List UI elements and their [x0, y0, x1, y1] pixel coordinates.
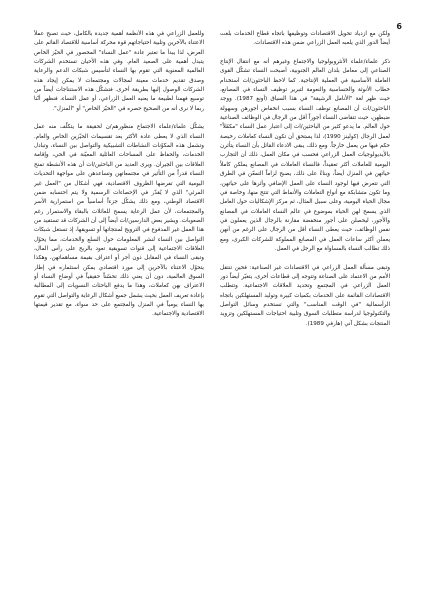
left-column [34, 30, 204, 570]
right-column-paragraph-3: وتبقى مسألة العمل الزراعي في الاقتصادات غير الصناعية: فحين تنتقل الأمم من الاعتماد على الصناعة وتتوجه إلى قطاعات أخرى، يتغيّر أيضاً دور العمل الزراعي في المجتمع وتحديد العلاقات الاجتماعية. وتتطلب الاقتصادات القائمة على الخدمات بكميات كبيرة وتوليد المستهلكين باتجاه الرأسمالية "في الوقت المناسب" والتي تستخدم وسائل التواصل والتكنولوجيا لدراسة متطلبات السوق وتلبية احتياجات المستهلكين وتزويد المنتجات بشكل آني (هارفي 1989). [220, 264, 390, 327]
left-column-paragraph-1: وللعمل الزراعي في هذه الأنظمة أهمية جديدة بالكامل، حيث تصبح عملاً الاعتناء بالآخرين وتلبية احتياجاتهم قوة محركة أساسية للاقتصاد القائم على العرض، لذا يبدأ ما تعتبر عادة "عمل النساء" المحصور في الحيّز الخاص يتبدل أهمية على الصعيد العام. وفي هذه الأحيان تستخدم الشركات العالمية المعنوية التي تقوم بها النساء لتأسيس شبكات الدعم والرعاية وصدق تقديم خدمات معينة لمجالات ومجتمعات لا يمكن إيجاد هذه الشركات الوصول إليها بطريقة أخرى. فتشكّل هذه الاستنتاجات أيضاً من توسيع فهمنا لطبيعة ما يعنيه العمل الزراعي، أو عمل النساء، فنظهر أنّنا ربما لا نرى أنه من الصحيح حصره في "الحيّز الخاص" أو "المنزل". [34, 31, 204, 112]
right-column-paragraph-2: ذكر علماء/علماء الأنثروبولوجيا والاجتماع وغيرهم أنه مع انتقال الإنتاج الصناعي إلى معامل بلدان العالم الجنوبية، أصبحت النساء تشكّل القوى العاملة الأساسية في العملية الإنتاجية. كما لاحظ الباحثون/ات استخدام خطاب الأنوثة والحساسية والنعومة لتبرير توظيف النساء في المصانع، حيث ظهر لغة "الأنامل الرشيقة" في هذا السياق (أونغ 1987). ووجد الباحثون/ات أن المصانع توظف النساء بسبب انخفاض أجورهن وسهولة ضبطهن، حيث تتقاضى النساء أجوراً أقل من الرجال في الوظائف الصناعية حول العالم. ما يدعو كثير من الباحثين/ات إلى اعتبار عمل النساء "مكمّلاً" لعمل الرجال (كولينز 1990)، لذا يستحق أن تكون النساء كعاملات رخيصة حكم فيها من يعمل خارجاً. ومع ذلك، يبقى الادعاء القائل بأن النساء يتأثرن بالأيديولوجيات العمل الزراعي فحسب في مكان العمل، ذلك أن التجارب اليومية للعاملات أكثر تعقيداً، فالنساء العاملات في المصانع يملكن كاملاً حياتهن في المنزل أيضاً، وبناءً على ذلك، يصبح لزاماً التمعّن في الطرق التي تتعرض فيها لوجود النساء على العمل الإضافي وأثرها على حياتهن، وما تكون متشابكة مع أنواع التعاملات والأنماط التي تتتج منها، وخاصة في مجال الحياة اليومية، وعلى سبيل المثال، ثم مركز الإشكاليات حول العامل الذي يسمح لهن الحياة بموضوع في عالم النساء العاملات في المصانع والأجور، ليحصلن على أجور منخفضة مقارنة بالرجال الذين يعملون في نفس الوظائف، حيث يعطى النساء أقل من الرجال على الرغم من أنهن يعملن أكثر ساعات العمل في المصانع المملوكة للشركات الكبرى، ومع ذلك تطالب النساء بالمساواة مع الرجل في العمل. [220, 59, 390, 252]
right-column [220, 30, 390, 570]
page-number: 6 [396, 22, 402, 31]
right-column-paragraph-1: ولكن مع ازدياد تحويل الاقتصادات وتوظيفها باتجاه قطاع الخدمات بلغت أيضاً الدور الذي يلعبه العمل الزراعي ضمن هذه الاقتصادات. [220, 31, 390, 47]
left-column-paragraph-2: يشكّل علماء/علماء الاجتماع منظورهم/ن لحقيقة ما يتكلّف منه عمل النساء الذي لا يعطى عادة الأكثر بعد تقسيمات الحيّزين الخاص والعام. وتشمل هذه المكوّنات النشاطات التشبيكية والتواصل بين النساء، وتبادل الخدمات، والحفاظ على المساحات العائلية المعيّنة في الحي، وإقامة العلاقات بين الجيران. ويرى العديد من الباحثين/ات أن هذه الأنشطة تمنح النساء قدراً من التأثير في مجتمعاتهن وتساعدهن على مواجهة التحديات اليومية التي تفرضها الظروف الاقتصادية، فهي أشكال من "العمل غير المرئي" الذي لا يُقدّر في الإحصاءات الرسمية ولا يتم احتسابه ضمن الاقتصاد الوطني، ومع ذلك يشكّل جزءاً أساسياً من استمرارية الأسر والمجتمعات، لأن عمل الرعاية يسمح للعائلات بالبقاء والاستمرار رغم الصعوبات. ويشير بعض الدارسين/ات أيضاً إلى أن الشركات قد تستفيد من هذا العمل غير المدفوع في الترويج لمنتجاتها أو تسويقها، إذ تستغل شبكات التواصل بين النساء لنشر المعلومات حول السلع والخدمات، مما يحوّل العلاقات الاجتماعية إلى قنوات تسويقية تعود بالربح على رأس المال، وتبقى النساء في المقابل دون أجر أو اعتراف بقيمة مساهماتهن، وهكذا يتحوّل الاعتناء بالآخرين إلى مورد اقتصادي يمكن استثماره في إطار السوق العالمية، دون أن يعني ذلك تحسّناً حقيقياً في أوضاع النساء أو الاعتراف بهن كعاملات، وهذا ما يدفع الباحثات النسويات إلى المطالبة بإعادة تعريف العمل بحيث يشمل جميع أشكال الرعاية والتواصل التي تقوم بها النساء يومياً في المنزل والمجتمع على حد سواء، مع تقدير قيمتها الاقتصادية والاجتماعية. [34, 124, 204, 318]
